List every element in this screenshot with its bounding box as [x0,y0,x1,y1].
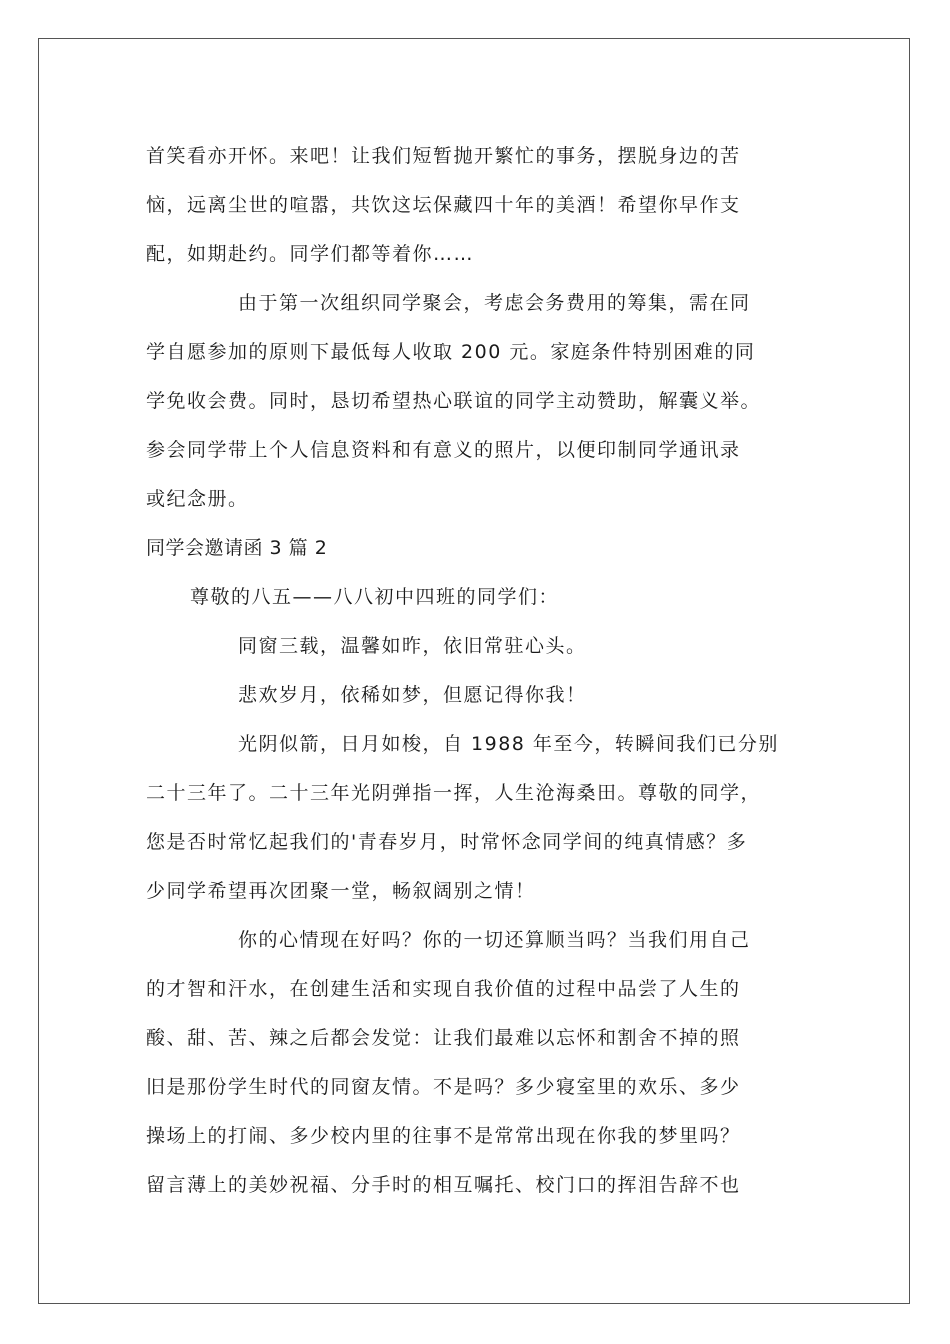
salutation: 尊敬的八五——八八初中四班的同学们： [190,586,560,608]
paragraph-line: 首笑看亦开怀。来吧！让我们短暂抛开繁忙的事务，摆脱身边的苦 [146,145,741,167]
paragraph-line: 少同学希望再次团聚一堂，畅叙阔别之情！ [146,880,536,902]
paragraph-line: 配，如期赴约。同学们都等着你…… [146,243,475,265]
paragraph-line: 恼，远离尘世的喧嚣，共饮这坛保藏四十年的美酒！希望你早作支 [146,194,741,216]
paragraph-line: 学自愿参加的原则下最低每人收取 200 元。家庭条件特别困难的同 [146,341,756,363]
paragraph-line: 参会同学带上个人信息资料和有意义的照片，以便印制同学通讯录 [146,439,741,461]
paragraph-line: 或纪念册。 [146,488,249,510]
paragraph-line: 的才智和汗水，在创建生活和实现自我价值的过程中品尝了人生的 [146,978,741,1000]
paragraph-line: 酸、甜、苦、辣之后都会发觉：让我们最难以忘怀和割舍不掉的照 [146,1027,741,1049]
paragraph-line: 由于第一次组织同学聚会，考虑会务费用的筹集，需在同 [238,292,751,314]
paragraph-line: 二十三年了。二十三年光阴弹指一挥，人生沧海桑田。尊敬的同学， [146,782,762,804]
paragraph-line: 留言薄上的美妙祝福、分手时的相互嘱托、校门口的挥泪告辞不也 [146,1174,741,1196]
paragraph-line: 学免收会费。同时，恳切希望热心联谊的同学主动赞助，解囊义举。 [146,390,762,412]
document-body [146,132,816,1210]
paragraph-line: 光阴似箭，日月如梭，自 1988 年至今，转瞬间我们已分别 [238,733,779,755]
paragraph-line: 你的心情现在好吗？你的一切还算顺当吗？当我们用自己 [238,929,751,951]
paragraph-line: 操场上的打闹、多少校内里的往事不是常常出现在你我的梦里吗？ [146,1125,741,1147]
paragraph-line: 您是否时常忆起我们的'青春岁月，时常怀念同学间的纯真情感？多 [146,831,748,853]
section-heading: 同学会邀请函 3 篇 2 [146,537,328,559]
verse-line: 悲欢岁月，依稀如梦，但愿记得你我！ [238,684,587,706]
paragraph-line: 旧是那份学生时代的同窗友情。不是吗？多少寝室里的欢乐、多少 [146,1076,741,1098]
verse-line: 同窗三载，温馨如昨，依旧常驻心头。 [238,635,587,657]
